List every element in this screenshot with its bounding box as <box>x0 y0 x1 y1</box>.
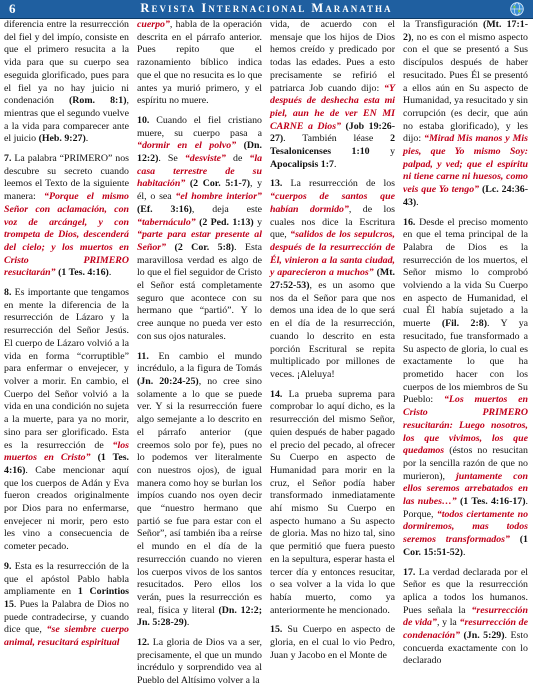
scripture-quote: “Los muertos en Cristo PRIMERO resucitarán: Luego nosotros, los que vivimos, los que quedamos <box>403 394 528 457</box>
text-run: y <box>253 216 263 228</box>
column-2 <box>137 19 263 687</box>
text-run: La palabra “PRIMERO” nos descubre su secreto cuando leemos el Texto de la siguiente manera: <box>4 153 129 203</box>
text-run: , no cree sino solamente a lo que se puede ver. Y si la resurrección fuere algo semejante a lo descrito en el párrafo anterior (que creemos solo por fe), pues no lo podemos ver literalmente con nuestros ojos), de igual manera como hoy se burlan los impíos cuando nos oyen decir que “nuestro hermano que partió se fue para estar con el Señor”, así también iba a reírse el mundo en el día de la resurrección cuando no vieren los cuerpos vivos de los santos resucitados. Pero ellos los verán, pues la resurrección es real, física y literal <box>137 375 262 616</box>
text-run: . <box>186 617 190 629</box>
paragraph-10 <box>137 115 262 344</box>
scripture-quote: “salidos de los sepulcros, después de la resurrección de Él, vinieron a la santa ciudad, y aparecieron a muchos” <box>270 229 395 279</box>
bold-reference: 17. <box>403 566 416 578</box>
text-run <box>510 534 520 545</box>
text-run: Desde el preciso momento en que el tema principal de la Palabra de Dios es la resurrección de los muertos, el Señor mismo lo comprobó volviendo a la vida Su Cuerpo en aspecto de Humanidad, el cual Él había sujetado a la muerte <box>403 216 528 330</box>
text-run: . <box>416 196 419 208</box>
bold-reference: 11. <box>137 350 149 362</box>
scripture-quote: “dormir en el polvo” <box>137 140 237 152</box>
bold-reference: (Job 19:26-27) <box>270 120 395 145</box>
text-run: . Cabe mencionar aquí que los cuerpos de Adán y Eva fueron creados originalmente por Dios para no enfermarse, envejecer ni morir, pero esto les vino a consecuencia de cometer pecado. <box>4 464 129 553</box>
text-run: , no es con el mismo aspecto con el que se presentó a Sus discípulos después de haber resucitado. Pues Él se presentó a ellos aún en Su aspecto de Humanidad, ya resucitado y sin corrupción (es decir, que aún no estaba glorificado), y les dijo: <box>403 31 528 145</box>
bold-reference: 7. <box>4 153 12 165</box>
scripture-quote: “se siembre cuerpo animal, resucitará espiritual <box>4 624 129 649</box>
text-run: La gloria de Dios va a ser, precisamente, el que un mundo incrédulo y sorprendido vea al Pueblo del Altísimo volver a la <box>137 637 262 687</box>
text-run: . También léase <box>283 133 391 145</box>
scripture-quote: “los muertos en Cristo” <box>4 439 129 464</box>
text-run: . <box>108 267 112 279</box>
text-run: , habla de la operación descrita en el párrafo anterior. Pues repito que el razonamiento bíblico indica que el que no resucita es lo que antes ya murió primero, y el espíritu no muere. <box>137 19 262 107</box>
scripture-quote: “resurrección de vida” <box>403 604 528 629</box>
column-3 <box>270 19 395 661</box>
text-run: , de los cuales nos dice la Escritura que, <box>270 203 395 241</box>
scripture-quote: “Mirad Mis manos y Mis pies, que Yo mismo Soy: palpad, y ved; que el espíritu ni tiene carne ni huesos, como veis que Yo tengo” <box>403 133 528 196</box>
text-run: La verdad declarada por el Señor es que la resurrección aplica a todos los humanos. Pues señala la <box>403 566 528 616</box>
scripture-quote: “la casa terrestre de su habitación” <box>137 153 263 190</box>
bold-reference: (Dn. 12:2) <box>137 140 262 165</box>
text-run: , y él, o sea <box>137 178 262 203</box>
bold-reference: 2 Tesalonicenses 1:10 <box>270 133 395 158</box>
text-run: Esta es la resurrección de la que el apóstol Pablo habla ampliamente en <box>4 560 129 598</box>
text-run: . <box>462 546 466 558</box>
text-run <box>236 140 243 151</box>
paragraph-16 <box>403 217 528 560</box>
text-run: (éstos no resucitan por la sencilla razón de que no murieron), <box>403 445 528 482</box>
paragraph-13 <box>270 178 395 381</box>
paragraph-11 <box>137 351 262 630</box>
text-run: de <box>225 153 250 165</box>
text-run: Cuando el fiel cristiano muere, su cuerpo pasa a <box>137 114 262 139</box>
text-run: Es importante que tengamos en mente la diferencia de la resurrección de Lázaro y la resurrección del Señor Jesús. El cuerpo de Lázaro volvió a la vida en forma “corruptible” para enfermar o envejecer, y volver a morir. En cambio, el Cuerpo del Señor volvió a la vida en una condición no sujeta a la muerte, para ya no morir, sino para ser glorificado. Esta es la resurrección de <box>4 287 129 451</box>
text-run: . Se <box>158 153 185 165</box>
scripture-quote: “parte para estar presente al Señor” <box>137 229 262 253</box>
text-run: La resurrección de los <box>282 178 395 190</box>
bold-reference: (1 Cor. 15:51-52) <box>403 534 528 558</box>
bold-reference: (Ef. 3:16) <box>137 203 192 215</box>
scripture-quote: “resurrección de condenación” <box>403 617 528 642</box>
bold-reference: (Dn. 12:2; Jn. 5:28-29) <box>137 604 262 629</box>
bold-reference: 9. <box>4 560 12 572</box>
text-run: . <box>333 158 337 170</box>
paragraph <box>270 19 395 171</box>
text-run: . Pues la Palabra de Dios no puede contradecirse, y cuando dice que, <box>4 598 129 636</box>
bold-reference: (2 Cor. 5:8) <box>174 241 235 253</box>
text-run: . Y ya resucitado, fue transformado a Su aspecto de gloria, lo cual es exactamente lo que ha prometido hacer con los cuerpos de los miembros de Su Pueblo: <box>403 318 529 406</box>
paragraph-14 <box>270 389 395 618</box>
bold-reference: 14. <box>270 388 283 400</box>
text-run: . <box>85 133 89 145</box>
bold-reference: (Jn. 20:24-25) <box>137 375 199 387</box>
text-run: En cambio el mundo incrédulo, a la figura de Tomás <box>137 350 262 375</box>
text-run: . Porque, <box>403 496 528 520</box>
paragraph-12 <box>137 637 262 688</box>
text-run <box>91 452 98 463</box>
bold-reference: 1 Corintios 15 <box>4 586 129 610</box>
bold-reference: (Heb. 9:27) <box>38 133 86 145</box>
bold-reference: (2 Ped. 1:13) <box>199 216 254 228</box>
paragraph <box>137 19 262 108</box>
paragraph-9 <box>4 561 129 650</box>
paragraph-17 <box>403 567 528 669</box>
paragraph <box>403 19 528 210</box>
text-run: la Transfiguración <box>403 19 484 30</box>
text-run: vida, de acuerdo con el mensaje que los hijos de Dios hemos creído y predicado por todas las edades. Pues a esto precisamente se refirió el patriarca Job cuando dijo: <box>270 19 395 94</box>
page-header <box>0 0 533 19</box>
bold-reference: (1 Tes. 4:16) <box>4 452 130 476</box>
scripture-quote: “desviste” <box>184 153 226 165</box>
text-run: . Esto concuerda exactamente con lo declarado <box>403 630 529 667</box>
bold-reference: (Lc. 24:36-43) <box>403 184 528 208</box>
bold-reference: 12. <box>137 637 150 649</box>
paragraph-15 <box>270 624 395 662</box>
text-run: . Esta maravillosa verdad es algo de lo que el fiel seguidor de Cristo el Señor está completamente seguro que acontece con su hermano que “partió”. Y lo cree aunque no pueda ver esto con sus ojos naturales. <box>137 241 262 342</box>
bold-reference: 13. <box>270 178 283 190</box>
scripture-quote: cuerpo” <box>137 19 170 30</box>
text-run: y <box>369 146 395 158</box>
bold-reference: (1 Tes. 4:16) <box>55 267 109 279</box>
text-run: , deja este <box>191 203 262 215</box>
bold-reference: 8. <box>4 287 12 299</box>
bold-reference: 16. <box>403 216 416 228</box>
scripture-quote: “cuerpos de santos que habían dormido” <box>270 191 395 215</box>
paragraph-7 <box>4 153 129 280</box>
text-run: , es un asomo que nos da el Señor para que nos demos una idea de lo que será en el día de la resurrección, cuando lo descrito en esta porción Escritural se repita multiplicado por millones de veces. ¡Aleluya! <box>270 280 395 380</box>
bold-reference: (Rom. 8:1) <box>68 95 127 107</box>
magazine-title: Revista Internacional Maranatha <box>140 1 393 15</box>
paragraph <box>4 19 129 146</box>
bold-reference: (Mt. 17:1-2) <box>403 19 528 43</box>
page-number: 6 <box>9 1 16 16</box>
text-run <box>166 242 174 253</box>
column-1 <box>4 19 130 649</box>
text-run: diferencia entre la resurrección del fiel y del impío, consiste en que el primero resucita a la vida para que su cuerpo sea eseguida glorificado, pues para el fiel ya no hay juicio ni condenación <box>4 19 129 107</box>
article-body <box>4 19 529 687</box>
bold-reference: Apocalipsis 1:7 <box>270 158 334 170</box>
bold-reference: (Mt. 27:52-53) <box>270 267 395 292</box>
text-run: La prueba suprema para comprobar lo aquí dicho, es la resurrección del mismo Señor, quien después de haber pagado el precio del pecado, al ofrecer Su Cuerpo en aspecto de Humanidad para morir en la cruz, el Señor podía haber transformado inmediatamente ahí mismo Su Cuerpo en aspecto humano a Su aspecto de gloria. Mas no hizo tal, sino que permitió que fuera puesto en la sepultura, esperar hasta el tercer día y entonces resucitar, o sea volver a la vida lo que había muerto, como ya anteriormente he mencionado. <box>270 388 395 616</box>
globe-icon <box>510 2 524 16</box>
scripture-quote: “tabernáculo” <box>137 216 196 228</box>
bold-reference: 10. <box>137 114 150 126</box>
column-4 <box>403 19 529 667</box>
bold-reference: 15. <box>270 624 283 636</box>
text-run: , mientras que el segundo vuelve a la vida para comparecer ante el juicio <box>4 95 129 145</box>
bold-reference: (2 Cor. 5:1-7) <box>189 178 250 190</box>
scripture-quote: “todos ciertamente no dormiremos, mas todos seremos transformados” <box>403 508 529 546</box>
text-run: , y la <box>436 617 460 629</box>
bold-reference: (Jn. 5:29) <box>463 630 505 642</box>
scripture-quote: “Porque el mismo Señor con aclamación, con voz de arcángel, y con trompeta de Dios, descenderá del cielo; y los muertos en Cristo PRIMERO resucitarán” <box>4 191 129 279</box>
bold-reference: (1 Tes. 4:16-17) <box>460 496 526 508</box>
scripture-quote: “Y después de deshecha esta mi piel, aun he de ver EN MI CARNE a Dios” <box>270 82 395 132</box>
scripture-quote: “el hombre interior” <box>175 191 262 203</box>
scripture-quote: juntamente con ellos seremos arrebatados en las nubes…” <box>403 470 528 508</box>
paragraph-8 <box>4 287 129 554</box>
text-run: Su Cuerpo en aspecto de gloria, en el cual lo vio Pedro, Juan y Jacobo en el Monte de <box>270 624 395 661</box>
bold-reference: (Fil. 2:8) <box>441 318 487 330</box>
